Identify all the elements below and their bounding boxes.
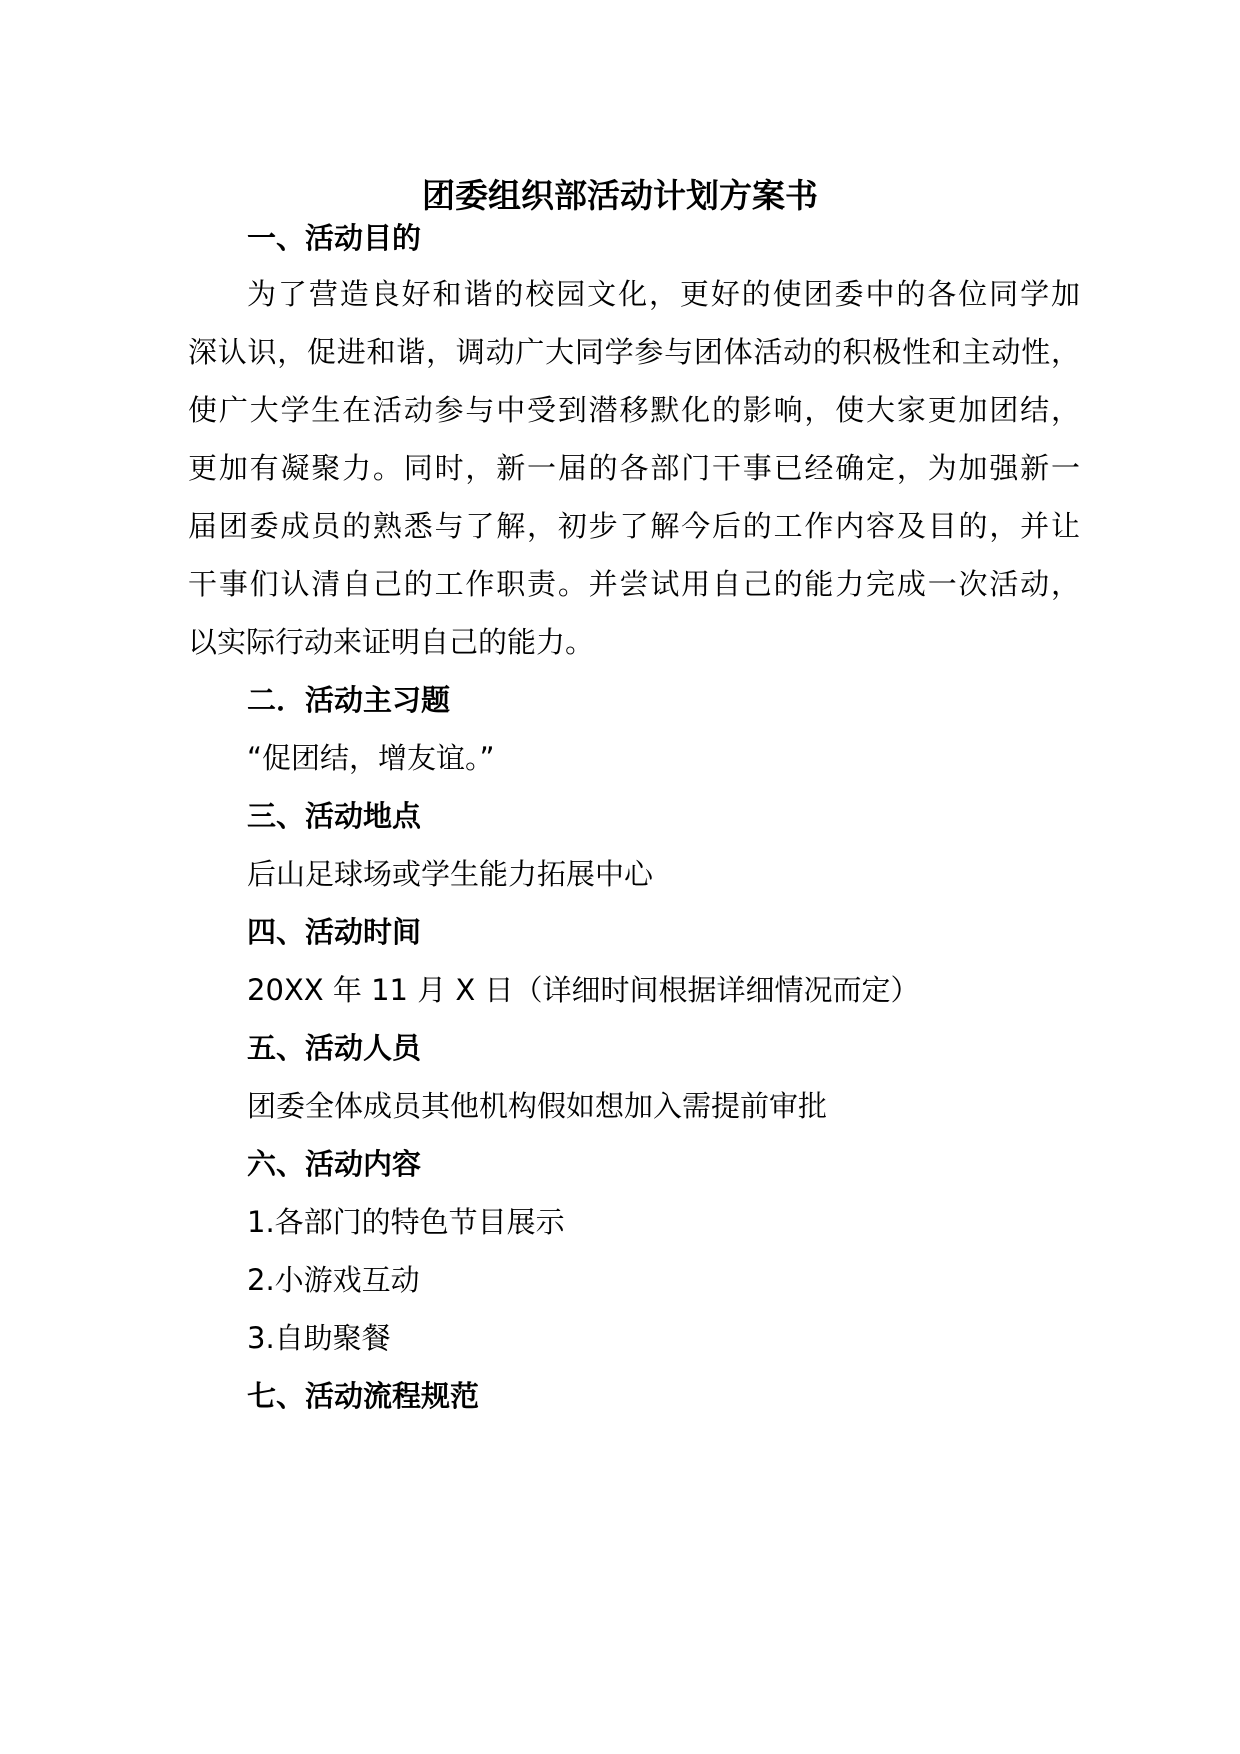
content-list-item: 3.自助聚餐: [247, 1321, 391, 1355]
time-text: 20XX 年 11 月 X 日（详细时间根据详细情况而定）: [247, 973, 920, 1007]
paragraph-line: 为了营造良好和谐的校园文化，更好的使团委中的各位同学加: [247, 277, 1080, 311]
paragraph-line: 使广大学生在活动参与中受到潜移默化的影响，使大家更加团结，: [188, 393, 1080, 427]
document-title: 团委组织部活动计划方案书: [422, 176, 818, 215]
paragraph-line: 届团委成员的熟悉与了解，初步了解今后的工作内容及目的，并让: [188, 509, 1080, 543]
participants-text: 团委全体成员其他机构假如想加入需提前审批: [247, 1089, 828, 1123]
paragraph-line: 干事们认清自己的工作职责。并尝试用自己的能力完成一次活动，: [188, 567, 1080, 601]
section-heading-content: 六、活动内容: [247, 1147, 422, 1181]
theme-text: “促团结，增友谊。”: [247, 741, 495, 775]
paragraph-line: 深认识，促进和谐，调动广大同学参与团体活动的积极性和主动性，: [188, 335, 1080, 369]
section-heading-participants: 五、活动人员: [247, 1031, 422, 1065]
paragraph-line: 更加有凝聚力。同时，新一届的各部门干事已经确定，为加强新一: [188, 451, 1080, 485]
section-heading-purpose: 一、活动目的: [247, 221, 422, 255]
section-heading-time: 四、活动时间: [247, 915, 422, 949]
content-list-item: 2.小游戏互动: [247, 1263, 420, 1297]
content-list-item: 1.各部门的特色节目展示: [247, 1205, 565, 1239]
section-heading-process: 七、活动流程规范: [247, 1379, 480, 1413]
section-heading-theme: 二．活动主习题: [247, 683, 451, 717]
paragraph-line: 以实际行动来证明自己的能力。: [188, 625, 595, 659]
section-heading-location: 三、活动地点: [247, 799, 422, 833]
location-text: 后山足球场或学生能力拓展中心: [247, 857, 654, 891]
